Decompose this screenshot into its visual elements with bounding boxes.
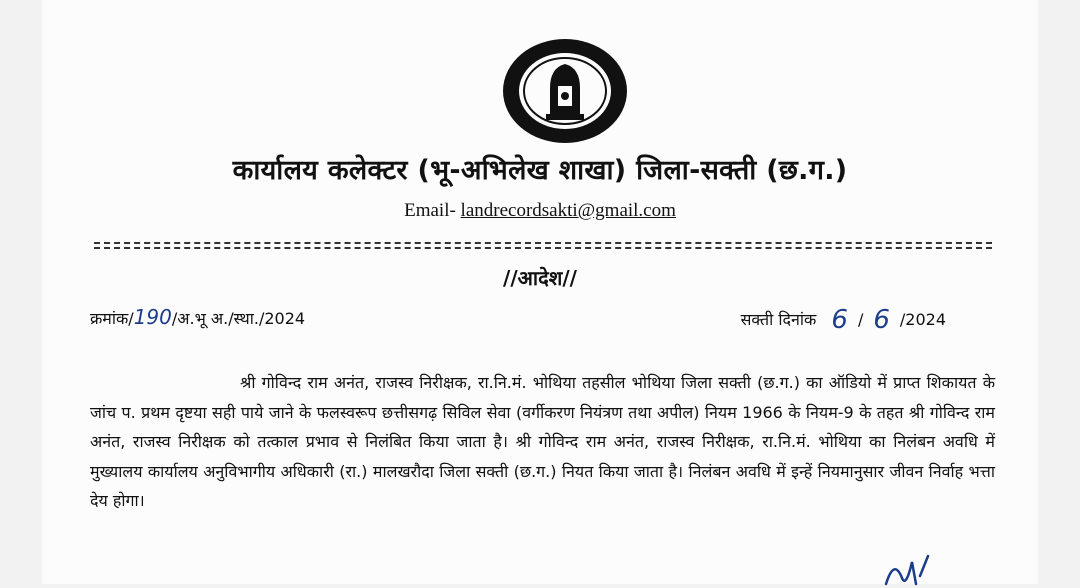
date-month-handwritten: 6 bbox=[873, 305, 890, 335]
date-separator: / bbox=[857, 310, 864, 329]
order-heading: //आदेश// bbox=[503, 266, 577, 290]
order-body bbox=[90, 368, 995, 516]
order-date bbox=[741, 305, 946, 335]
email-label: Email- bbox=[404, 200, 456, 221]
date-year: /2024 bbox=[899, 310, 946, 329]
document-page bbox=[42, 0, 1038, 584]
ref-prefix: क्रमांक/ bbox=[90, 309, 134, 328]
reference-number bbox=[90, 305, 305, 329]
date-day-handwritten: 6 bbox=[831, 305, 848, 335]
ref-number-handwritten: 190 bbox=[133, 305, 172, 329]
header-divider bbox=[94, 242, 992, 249]
order-paragraph: श्री गोविन्द राम अनंत, राजस्व निरीक्षक, रा.नि.मं. भोथिया तहसील भोथिया जिला सक्ती (छ.ग.) का ऑडियो में प्राप्त शिकायत के जांच प. प्रथम दृष्टया सही पाये जाने के फलस्वरूप छत्तीसगढ़ सिविल सेवा (वर्गीकरण नियंत्रण तथा अपील) नियम 1966 के नियम-9 के तहत श्री गोविन्द राम अनंत, राजस्व निरीक्षक को तत्काल प्रभाव से निलंबित किया जाता है। श्री गोविन्द राम अनंत, राजस्व निरीक्षक, रा.नि.मं. भोथिया का निलंबन अवधि में मुख्यालय कार्यालय अनुविभागीय अधिकारी (रा.) मालखरौदा जिला सक्ती (छ.ग.) नियत किया जाता है। निलंबन अवधि में इन्हें नियमानुसार जीवन निर्वाह भत्ता देय होगा। bbox=[90, 373, 995, 510]
state-emblem-icon bbox=[500, 36, 630, 146]
email-address-link[interactable]: landrecordsakti@gmail.com bbox=[460, 200, 676, 221]
office-title: कार्यालय कलेक्टर (भू-अभिलेख शाखा) जिला-सक्ती (छ.ग.) bbox=[232, 155, 848, 186]
signature-mark bbox=[880, 548, 960, 588]
ref-suffix: /अ.भू अ./स्था./2024 bbox=[171, 309, 306, 328]
date-prefix: सक्ती दिनांक bbox=[740, 310, 817, 329]
email-line bbox=[42, 200, 1038, 222]
